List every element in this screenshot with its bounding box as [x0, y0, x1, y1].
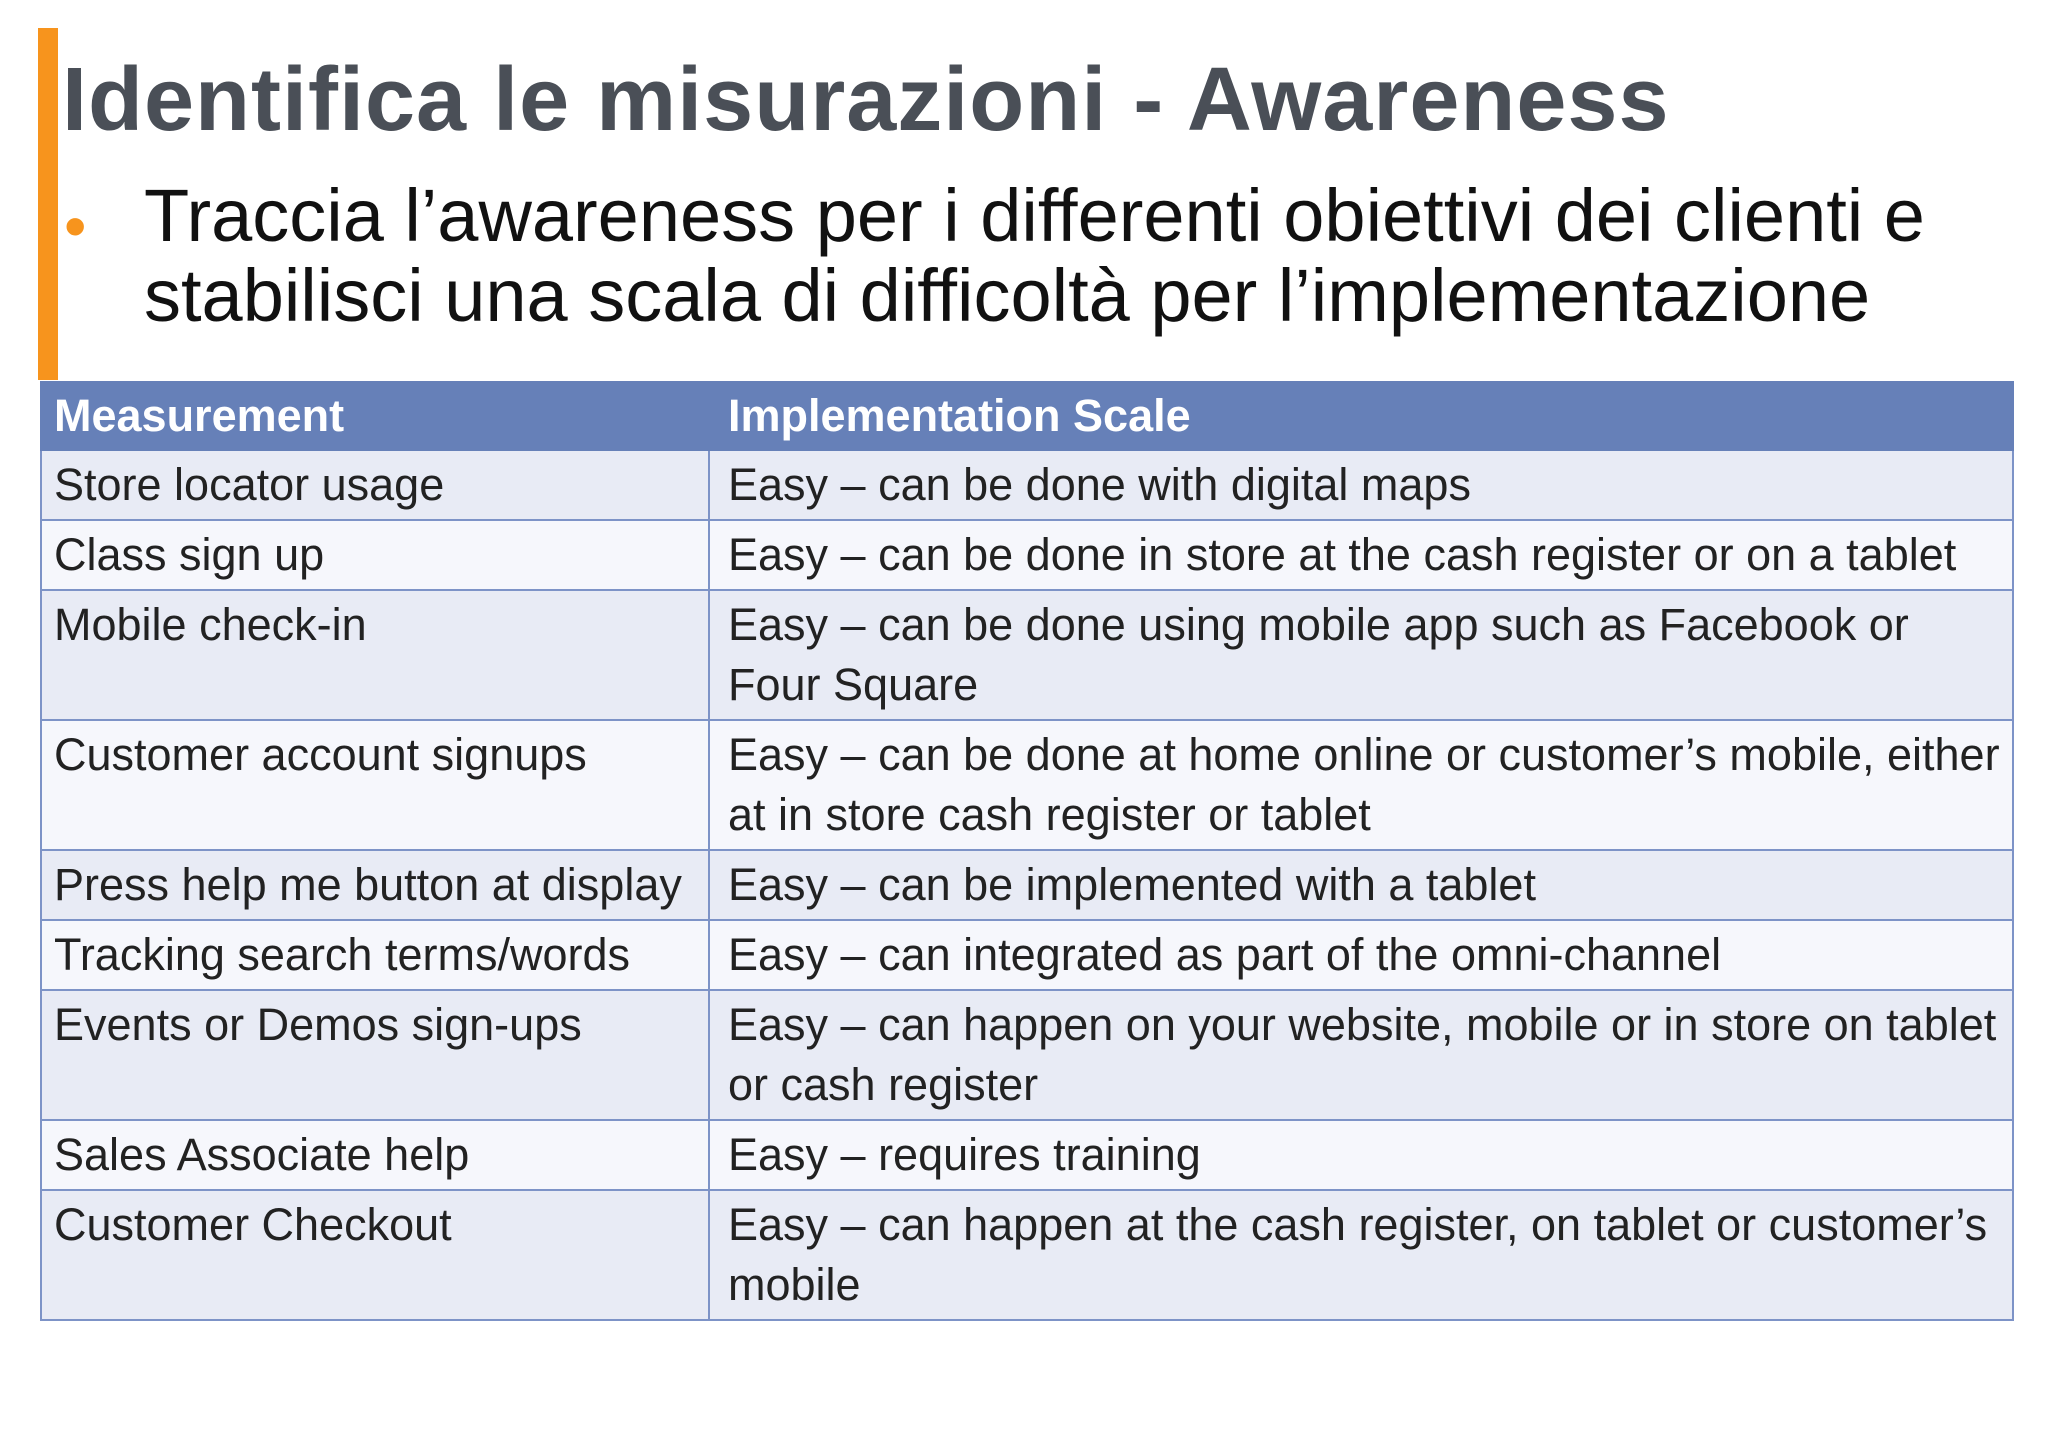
table-row [41, 920, 2013, 990]
header-measurement: Measurement [41, 382, 709, 450]
table-row [41, 590, 2013, 720]
measurement-cell: Press help me button at display [41, 850, 709, 920]
table-row [41, 850, 2013, 920]
implementation-cell: Easy – can integrated as part of the omni-channel [709, 920, 2013, 990]
measurement-cell: Class sign up [41, 520, 709, 590]
measurement-table [40, 381, 2014, 1321]
bullet-marker: • [64, 190, 87, 262]
table-row [41, 990, 2013, 1120]
bullet-text: Traccia l’awareness per i differenti obiettivi dei clienti e stabilisci una scala di difficoltà per l’implementazione [144, 174, 1925, 337]
table-row [41, 1120, 2013, 1190]
measurement-cell: Sales Associate help [41, 1120, 709, 1190]
implementation-cell: Easy – can be done at home online or customer’s mobile, either at in store cash register or tablet [709, 720, 2013, 850]
implementation-cell: Easy – requires training [709, 1120, 2013, 1190]
table-row [41, 720, 2013, 850]
implementation-cell: Easy – can be done using mobile app such as Facebook or Four Square [709, 590, 2013, 720]
implementation-cell: Easy – can happen on your website, mobile or in store on tablet or cash register [709, 990, 2013, 1120]
measurement-cell: Tracking search terms/words [41, 920, 709, 990]
table-header-row [41, 382, 2013, 450]
implementation-cell: Easy – can be implemented with a tablet [709, 850, 2013, 920]
accent-bar [38, 28, 58, 380]
measurement-cell: Mobile check-in [41, 590, 709, 720]
slide-title: Identifica le misurazioni - Awareness [62, 50, 1670, 150]
implementation-cell: Easy – can happen at the cash register, on tablet or customer’s mobile [709, 1190, 2013, 1320]
measurement-cell: Store locator usage [41, 450, 709, 520]
implementation-cell: Easy – can be done in store at the cash register or on a tablet [709, 520, 2013, 590]
table-row [41, 1190, 2013, 1320]
header-implementation-scale: Implementation Scale [709, 382, 2013, 450]
measurement-cell: Customer account signups [41, 720, 709, 850]
measurement-cell: Events or Demos sign-ups [41, 990, 709, 1120]
measurement-cell: Customer Checkout [41, 1190, 709, 1320]
table-row [41, 520, 2013, 590]
implementation-cell: Easy – can be done with digital maps [709, 450, 2013, 520]
table-row [41, 450, 2013, 520]
